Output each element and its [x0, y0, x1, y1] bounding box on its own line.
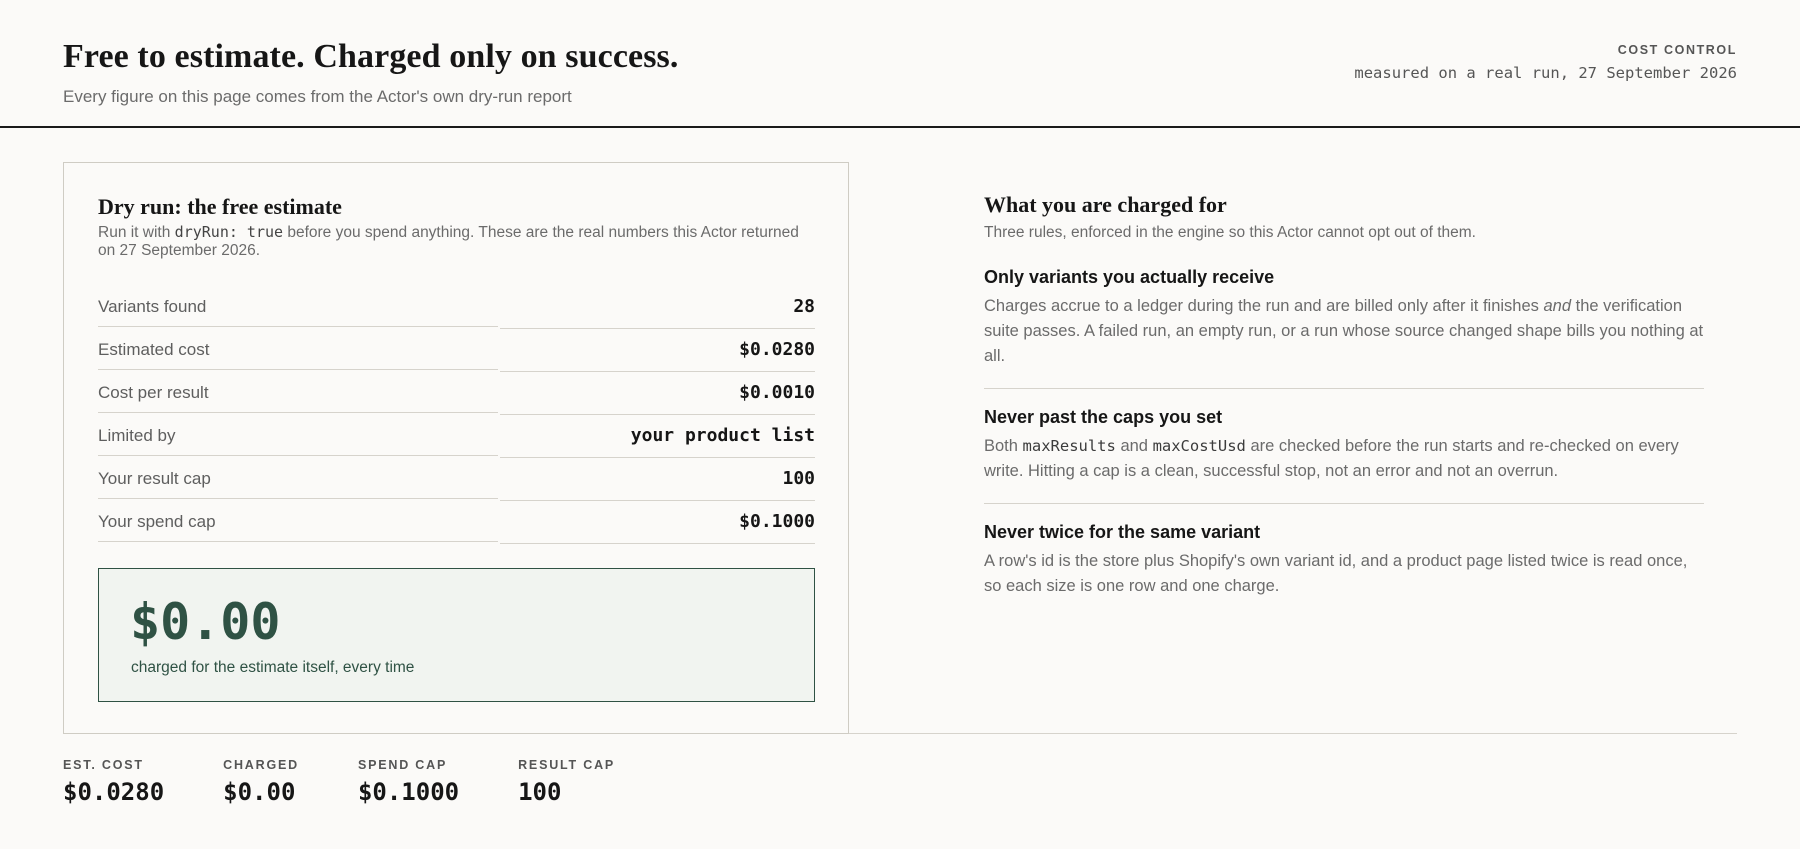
stat-label: CHARGED — [223, 758, 299, 772]
metric-value: $0.0010 — [739, 382, 815, 403]
metric-value: $0.1000 — [739, 511, 815, 532]
metric-row-result-cap — [98, 456, 815, 499]
page-header — [0, 0, 1800, 128]
metric-value: your product list — [630, 425, 815, 446]
page-subtitle: Every figure on this page comes from the Actor's own dry-run report — [63, 87, 572, 106]
summary-stat-est-cost — [63, 758, 164, 806]
rule-text: Both — [984, 437, 1023, 455]
metric-value: 100 — [782, 468, 815, 489]
metric-label: Estimated cost — [98, 339, 210, 359]
rule-body: A row's id is the store plus Shopify's own variant id, and a product page listed twice is read once, so each size is one row and one charge. — [984, 552, 1688, 595]
rule-text: Charges accrue to a ledger during the run and are billed only after it finishes — [984, 297, 1544, 315]
metric-label: Variants found — [98, 296, 207, 316]
rule-item — [984, 504, 1704, 618]
rule-list — [984, 267, 1704, 618]
stat-value: 100 — [518, 778, 562, 806]
free-estimate-callout — [98, 568, 815, 702]
rule-title: Only variants you actually receive — [984, 267, 1275, 287]
page-title: Free to estimate. Charged only on success. — [63, 38, 679, 75]
summary-stat-spend-cap — [358, 758, 459, 806]
metric-label: Cost per result — [98, 382, 209, 402]
rule-text: are checked before the run starts and re-checked on every write. Hitting a cap is a clean, successful stop, not an error and not an overrun. — [984, 437, 1679, 480]
rules-title: What you are charged for — [984, 192, 1227, 217]
summary-stat-result-cap — [518, 758, 615, 806]
dry-run-title: Dry run: the free estimate — [98, 194, 342, 219]
metric-value: 28 — [793, 296, 815, 317]
metric-row-estimated-cost — [98, 327, 815, 370]
metric-label: Your spend cap — [98, 511, 216, 531]
stat-label: SPEND CAP — [357, 758, 448, 772]
rule-body — [984, 294, 1704, 369]
dry-run-card — [63, 162, 849, 734]
free-amount: $0.00 — [130, 593, 281, 651]
rule-code: maxResults — [1022, 437, 1116, 455]
dry-run-desc-post: before you spend anything. These are the real numbers this Actor returned on 27 September 2026. — [98, 224, 799, 259]
divider — [849, 733, 1737, 734]
metric-row-variants-found — [98, 284, 815, 327]
free-note: charged for the estimate itself, every time — [131, 659, 415, 676]
dry-run-desc-pre: Run it with — [98, 224, 175, 241]
stat-label: EST. COST — [63, 758, 144, 772]
dry-run-description — [98, 223, 818, 260]
summary-strip — [63, 758, 674, 806]
metrics-table — [98, 284, 815, 542]
metric-label: Your result cap — [98, 468, 211, 488]
rule-title: Never past the caps you set — [984, 407, 1223, 427]
rule-body — [984, 434, 1704, 484]
rule-emphasis: and — [1543, 297, 1572, 315]
measured-note: measured on a real run, 27 September 2026 — [1354, 64, 1737, 82]
rule-code: maxCostUsd — [1152, 437, 1246, 455]
rule-title: Never twice for the same variant — [984, 522, 1261, 542]
rule-text: the verification suite passes. A failed run, an empty run, or a run whose source changed shape bills you nothing at all. — [984, 297, 1704, 365]
metric-label: Limited by — [98, 425, 176, 445]
dry-run-code: dryRun: true — [174, 223, 284, 241]
rule-item — [984, 389, 1704, 504]
stat-value: $0.1000 — [357, 778, 460, 806]
metric-row-limited-by — [98, 413, 815, 456]
rule-text: and — [1115, 437, 1153, 455]
metric-value: $0.0280 — [739, 339, 815, 360]
rule-item — [984, 267, 1704, 389]
metric-row-cost-per-result — [98, 370, 815, 413]
stat-value: $0.0280 — [63, 778, 165, 806]
section-kicker: COST CONTROL — [1617, 43, 1737, 57]
summary-stat-charged — [223, 758, 299, 806]
stat-value: $0.00 — [223, 778, 296, 806]
rules-subtitle: Three rules, enforced in the engine so this Actor cannot opt out of them. — [984, 224, 1476, 241]
metric-row-spend-cap — [98, 499, 815, 542]
stat-label: RESULT CAP — [518, 758, 616, 772]
charging-rules — [984, 192, 1704, 618]
